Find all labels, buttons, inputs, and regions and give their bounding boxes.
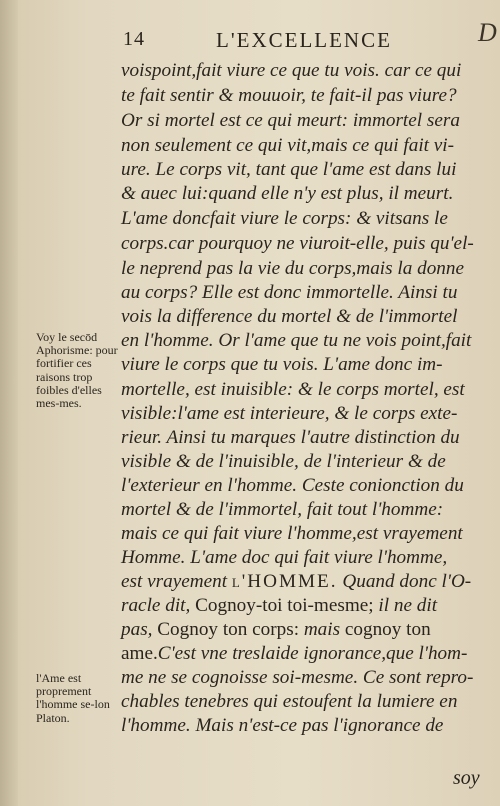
text-line-26: me ne se cognoisse soi-mesme. Ce sont repro- — [121, 667, 474, 688]
line-24-tail: cognoy ton — [344, 619, 431, 640]
line-23-italic: racle dit, — [121, 595, 191, 616]
text-line-14: mortelle, est inuisible: & le corps mortel, est — [121, 379, 465, 400]
text-line-16: rieur. Ainsi tu marques l'autre distinction du — [121, 427, 460, 448]
side-note-2: l'Ame est proprement l'homme se-lon Platon. — [36, 671, 110, 725]
line-23-tail: il ne dit — [378, 595, 438, 616]
page-number: 14 — [123, 28, 145, 50]
text-line-8: corps.car pourquoy ne viuroit-elle, puis qu'el- — [121, 233, 474, 254]
text-line-6: & auec lui:quand elle n'y est plus, il meurt. — [121, 183, 454, 204]
page-gutter-shadow — [0, 0, 18, 806]
text-line-1: voispoint,fait viure ce que tu vois. car ce qui — [121, 60, 462, 81]
text-line-7: L'ame doncfait viure le corps: & vitsans le — [121, 208, 448, 229]
text-line-24 — [121, 620, 431, 639]
text-line-22 — [121, 572, 471, 591]
text-line-11: vois la difference du mortel & de l'immortel — [121, 306, 458, 327]
text-line-10: au corps? Elle est donc immortelle. Ainsi tu — [121, 282, 458, 303]
text-line-12: en l'homme. Or l'ame que tu ne vois point,fait — [121, 330, 472, 351]
text-line-21: Homme. L'ame doc qui fait viure l'homme, — [121, 547, 448, 568]
text-line-28: l'homme. Mais n'est-ce pas l'ignorance de — [121, 715, 444, 736]
text-line-15: visible:l'ame est interieure, & le corps exte- — [121, 403, 458, 424]
text-line-2: te fait sentir & mouuoir, te fait-il pas viure? — [121, 85, 457, 106]
line-24-roman: Cognoy ton corps: — [157, 619, 300, 640]
running-title: L'EXCELLENCE — [216, 28, 392, 52]
line-22-tail: Quand donc l'O- — [342, 571, 472, 592]
text-line-4: non seulement ce qui vit,mais ce qui fait vi- — [121, 135, 455, 156]
text-line-20: mais ce qui fait viure l'homme,est vrayement — [121, 523, 463, 544]
text-line-5: ure. Le corps vit, tant que l'ame est dans lui — [121, 159, 457, 180]
bottom-catchword: soy — [453, 767, 480, 789]
text-line-19: mortel & de l'immortel, fait tout l'homme: — [121, 499, 444, 520]
text-line-17: visible & de l'inuisible, de l'interieur & de — [121, 451, 446, 472]
line-22-small-caps: l'HOMME. — [231, 571, 338, 592]
text-line-18: l'exterieur en l'homme. Ceste conionction du — [121, 475, 464, 496]
line-24-mid: mais — [303, 619, 341, 640]
text-line-3: Or si mortel est ce qui meurt: immortel sera — [121, 110, 460, 131]
line-23-roman: Cognoy-toi toi-mesme; — [195, 595, 374, 616]
line-25-roman: ame. — [121, 643, 158, 664]
text-line-25 — [121, 644, 467, 663]
text-line-27: chables tenebres qui estoufent la lumiere en — [121, 691, 458, 712]
text-line-13: viure le corps que tu vois. L'ame donc im- — [121, 354, 443, 375]
line-24-italic: pas, — [121, 619, 153, 640]
line-25-italic: C'est vne treslaide ignorance,que l'hom- — [157, 643, 468, 664]
text-line-23 — [121, 596, 437, 615]
line-22-italic: est vrayement — [121, 571, 228, 592]
top-catchword: D — [478, 18, 497, 47]
side-note-1: Voy le secōd Aphorisme: pour fortifier ces raisons trop foibles d'elles mes-mes. — [36, 330, 118, 411]
text-line-9: le neprend pas la vie du corps,mais la donne — [121, 258, 465, 279]
